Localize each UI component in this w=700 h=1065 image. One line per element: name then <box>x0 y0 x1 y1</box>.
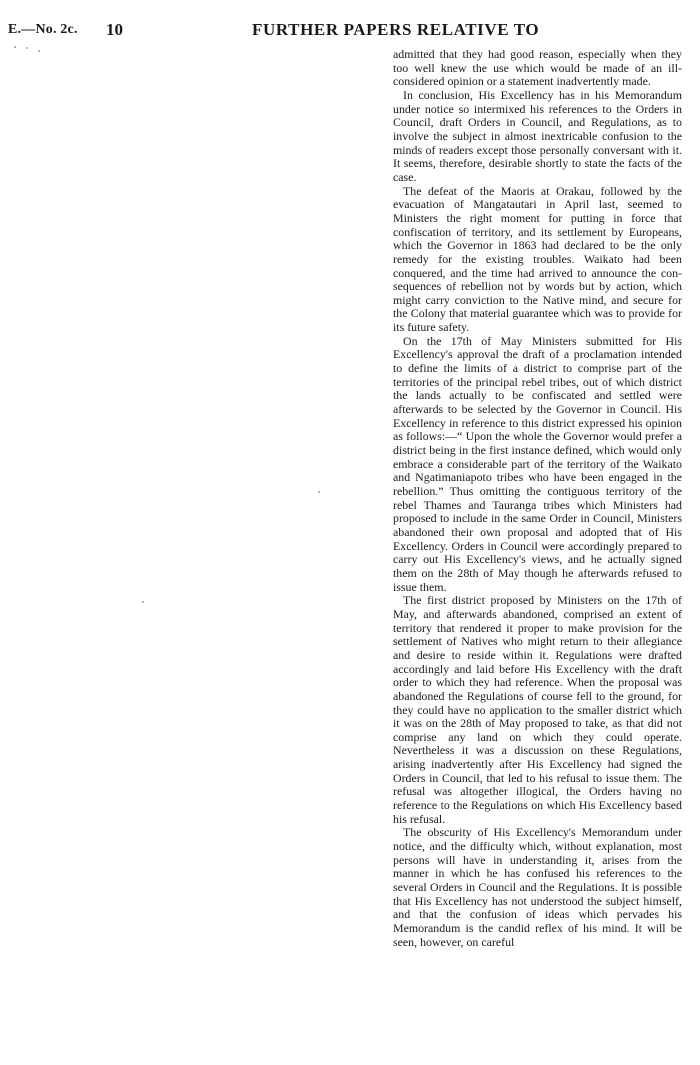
paragraph-continued: admitted that they had good reason, especially when they too well knew the use which would be made of an ill-considered opinion or a statement inadvertently made. <box>393 47 682 89</box>
text-column <box>393 48 682 949</box>
running-title: FURTHER PAPERS RELATIVE TO <box>252 20 540 39</box>
paper-speck <box>38 50 40 52</box>
paragraph-obscurity: The obscurity of His Excellency's Memorandum under notice, and the difficulty which, without explanation, most persons will have in understanding it, arises from the manner in which he has confused his references to the several Orders in Council and the Regulations. It is possible that His Excellency has not understood the subject himself, and that the confusion of ideas which pervades his Memorandum is the candid reflex of his mind. It will be seen, however, on careful <box>393 825 682 949</box>
paragraph-proclamation: On the 17th of May Ministers submitted for His Excellency's approval the draft of a proclamation intended to define the limits of a district to comprise part of the territories of the principal rebel tribes, out of which district the lands actually to be confiscated and settled were afterwards to be selected by the Governor in Council. His Excellency in reference to this district expressed his opinion as follows:—“ Upon the whole the Governor would prefer a district being in the first instance defined, which would only embrace a considerable part of the territory of the Waikato and Ngatimaniapoto tribes who have been engaged in the rebellion.” Thus omitting the contiguous territory of the rebel Thames and Tauranga tribes which Ministers had proposed to include in the same Order in Council, Ministers abandoned their own proposal and adopted that of His Excellency. Orders in Council were accordingly prepared to carry out His Excellency's views, and he actually signed them on the 28th of May though he afterwards refused to issue them. <box>393 333 682 594</box>
paragraph-orakau-defeat: The defeat of the Maoris at Orakau, followed by the evacuation of Mangatautari in April last, seemed to Ministers the right moment for putting in force that confiscation of territory, and its settlement by Europeans, which the Governor in 1863 had declared to be the only remedy for the existing troubles. Waikato had been conquered, and the time had arrived to announce the consequences of rebellion not by words but by action, which might carry conviction to the Native mind, and secure for the Colony that material guarantee which was to provide for its future safety. <box>393 183 682 335</box>
paper-speck <box>142 601 144 603</box>
paragraph-first-district: The first district proposed by Ministers on the 17th of May, and afterwards abandoned, comprised an extent of territory that rendered it proper to make provision for the settlement of Natives who might return to their allegiance and desire to reside within it. Regulations were drafted accordingly and laid before His Excellency with the draft order to which they had reference. When the proposal was abandoned the Regulations of course fell to the ground, for they could have no application to the smaller district which it was on the 28th of May proposed to take, as that did not comprise any land on which they could operate. Nevertheless it was a discussion on these Regulations, arising inadvertently after His Excellency had signed the Orders in Council, that led to his refusal to issue them. The refusal was altogether illogical, the Orders having no reference to the Regulations on which His Excellency based his refusal. <box>393 593 682 826</box>
page-number: 10 <box>106 20 123 39</box>
paper-speck <box>318 491 320 493</box>
document-reference: E.—No. 2c. <box>8 22 78 37</box>
paper-speck <box>26 47 28 49</box>
paper-speck <box>14 46 16 48</box>
page-header <box>0 18 700 42</box>
paragraph-conclusion: In conclusion, His Excellency has in his Memorandum under notice so intermixed his references to the Orders in Council, draft Orders in Council, and Regulations, as to involve the subject in almost inextricable confusion to the minds of readers except those personally conversant with it. It seems, therefore, desirable shortly to state the facts of the case. <box>393 87 682 184</box>
